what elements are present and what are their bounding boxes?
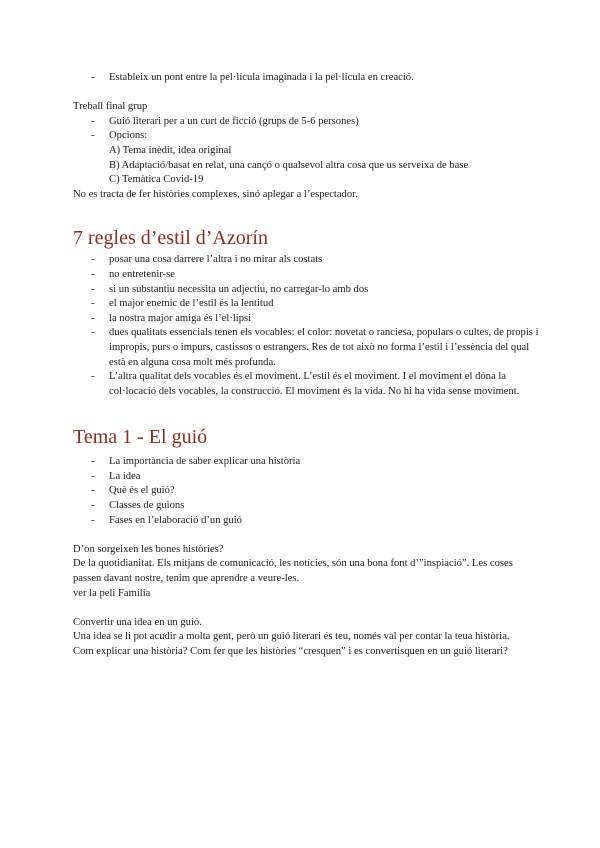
treball-list [73,115,543,144]
paragraph-line: D’on sorgeixen les bones històries? [73,543,224,555]
list-item: - posar una cosa darrere l’altra i no mirar als costats [73,253,543,268]
list-item: - Què és el guió? [73,484,543,499]
document-content [73,71,543,660]
section-label-treball: Treball final grup [73,101,148,113]
heading-tema1: Tema 1 - El guió [73,426,208,449]
intro-list [73,71,543,86]
paragraph-line: Una idea se li pot acudir a molta gent, però un guió literari és teu, només val per contar la teua història. [73,631,510,643]
list-item: - Estableix un pont entre la pel·lícula imaginada i la pel·lícula en creació. [73,71,543,86]
heading-azorin: 7 regles d’estil d’Azorín [73,227,268,250]
list-item: - si un substantiu necessita un adjectiu, no carregar-lo amb dos [73,283,543,298]
list-item: - el major enemic de l’estil és la lentitud [73,297,543,312]
list-item: - L’altra qualitat dels vocables és el moviment. L’estil és el moviment. I el moviment el dóna la col·locació dels vocables, la construcció. El moviment és la vida. No hi ha vida sense moviment. [73,370,543,399]
option-item: C) Temàtica Covid-19 [109,174,204,186]
list-item: - La importància de saber explicar una història [73,455,543,470]
paragraph-line: ver la peli Familia [73,587,151,599]
option-item: B) Adaptació/basat en relat, una cançó o qualsevol altra cosa que us serveixa de base [109,159,469,171]
list-item: - la nostra major amiga és l’el·lipsi [73,312,543,327]
list-item: - Guió literari per a un curt de ficció (grups de 5-6 persones) [73,115,543,130]
list-item: - no entretenir-se [73,268,543,283]
tema1-list [73,455,543,528]
list-item: - dues qualitats essencials tenen els vocables: el color: novetat o ranciesa, populars o cultes, de propis i impropis, purs o impurs, castissos o estrangers. Res de tot això no forma l’estil i l’essència del qual està en alguna cosa molt més profunda. [73,326,543,370]
paragraph-line: Com explicar una història? Com fer que les històries “cresquen” i es convertisquen en un guió literari? [73,646,508,657]
options-list [73,144,543,188]
list-item: - Opcions: [73,129,543,144]
list-item: - La idea [73,470,543,485]
treball-note: No es tracta de fer històries complexes, sinó aplegar a l’espectador. [73,188,358,200]
azorin-list [73,253,543,399]
option-item: A) Tema inèdit, idea original [109,144,232,156]
list-item: - Classes de guions [73,499,543,514]
paragraph-line: Convertir una idea en un guió. [73,616,202,628]
list-item: - Fases en l’elaboració d’un guió [73,514,543,529]
paragraph-line: De la quotidianitat. Els mitjans de comunicació, les notícies, són una bona font d’”inspiació”. Les coses passen davant nostre, tenim que aprendre a veure-les. [73,558,513,585]
